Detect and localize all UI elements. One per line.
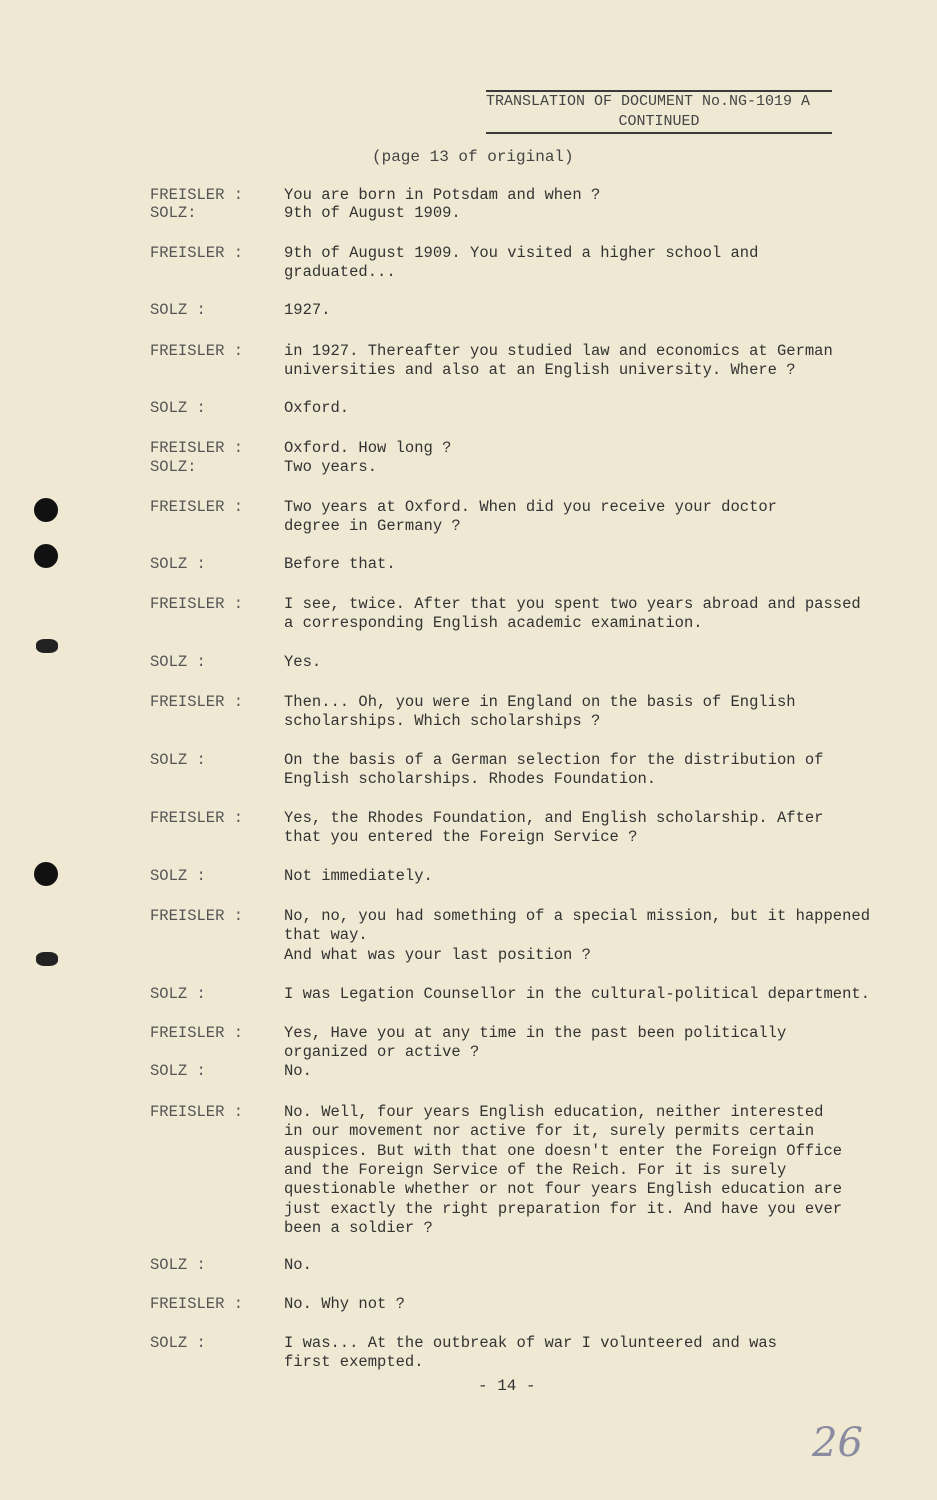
dialogue-line: a corresponding English academic examination. [284, 614, 703, 633]
dialogue-line: and the Foreign Service of the Reich. For it is surely [284, 1160, 787, 1179]
dialogue-line: first exempted. [284, 1353, 424, 1372]
speaker-label: SOLZ : [150, 1334, 206, 1352]
speaker-label: FREISLER : [150, 498, 244, 516]
speaker-label: FREISLER : [150, 244, 244, 262]
dialogue-line: universities and also at an English university. Where ? [284, 361, 796, 380]
speaker-label: SOLZ : [150, 1256, 206, 1274]
dialogue-line: No, no, you had something of a special mission, but it happened [284, 907, 870, 925]
dialogue-line: that way. [284, 926, 368, 945]
speaker-label: SOLZ : [150, 653, 206, 671]
speaker-label: SOLZ: [150, 204, 197, 222]
speaker-label: SOLZ : [150, 985, 206, 1003]
dialogue-line: English scholarships. Rhodes Foundation. [284, 770, 657, 789]
speaker-label: FREISLER : [150, 693, 244, 711]
dialogue-line: Two years at Oxford. When did you receive your doctor [284, 498, 777, 516]
ink-smudge [36, 952, 58, 966]
speaker-label: SOLZ : [150, 399, 206, 417]
dialogue-line: You are born in Potsdam and when ? [284, 186, 601, 204]
speaker-label: FREISLER : [150, 907, 244, 925]
dialogue-line: questionable whether or not four years English education are [284, 1180, 843, 1199]
dialogue-line: 9th of August 1909. You visited a higher school and [284, 244, 759, 262]
dialogue-line: auspices. But with that one doesn't enter the Foreign Office [284, 1141, 843, 1160]
dialogue-line: I see, twice. After that you spent two years abroad and passed [284, 595, 861, 613]
dialogue-line: Oxford. [284, 399, 350, 417]
speaker-label: SOLZ : [150, 751, 206, 769]
handwritten-page-number: 26 [812, 1420, 863, 1466]
dialogue-line: No. [284, 1062, 312, 1080]
dialogue-line: Yes, Have you at any time in the past been politically [284, 1024, 787, 1042]
speaker-label: FREISLER : [150, 595, 244, 613]
speaker-label: SOLZ : [150, 301, 206, 319]
punch-hole [34, 544, 58, 568]
punch-hole [34, 862, 58, 886]
ink-smudge [36, 639, 58, 653]
dialogue-line: Yes, the Rhodes Foundation, and English scholarship. After [284, 809, 824, 827]
speaker-label: SOLZ : [150, 1062, 206, 1080]
dialogue-line: Then... Oh, you were in England on the basis of English [284, 693, 796, 711]
dialogue-line: No. Why not ? [284, 1295, 405, 1313]
dialogue-line: 1927. [284, 301, 331, 319]
dialogue-line: Two years. [284, 458, 378, 476]
dialogue-line: been a soldier ? [284, 1218, 433, 1237]
page-number: - 14 - [478, 1377, 536, 1395]
speaker-label: SOLZ : [150, 867, 206, 885]
dialogue-line: I was Legation Counsellor in the cultural-political department. [284, 985, 870, 1003]
header-bottom-rule [486, 132, 832, 134]
dialogue-line: organized or active ? [284, 1043, 480, 1062]
dialogue-line: No. [284, 1256, 312, 1274]
page-reference: (page 13 of original) [372, 148, 574, 166]
dialogue-line: in our movement nor active for it, surely permits certain [284, 1122, 815, 1141]
dialogue-line: 9th of August 1909. [284, 204, 461, 222]
dialogue-line: No. Well, four years English education, neither interested [284, 1103, 824, 1121]
dialogue-line: Before that. [284, 555, 396, 573]
speaker-label: SOLZ: [150, 458, 197, 476]
document-title: TRANSLATION OF DOCUMENT No.NG-1019 A [486, 93, 811, 110]
speaker-label: FREISLER : [150, 1103, 244, 1121]
speaker-label: FREISLER : [150, 439, 244, 457]
dialogue-line: just exactly the right preparation for it. And have you ever [284, 1199, 843, 1218]
document-header [486, 90, 832, 134]
speaker-label: FREISLER : [150, 186, 244, 204]
punch-hole [34, 498, 58, 522]
dialogue-line: Not immediately. [284, 867, 433, 885]
dialogue-line: And what was your last position ? [284, 945, 591, 964]
speaker-label: FREISLER : [150, 809, 244, 827]
speaker-label: FREISLER : [150, 1024, 244, 1042]
dialogue-line: graduated... [284, 263, 396, 282]
dialogue-line: Oxford. How long ? [284, 439, 452, 457]
speaker-label: FREISLER : [150, 1295, 244, 1313]
document-subtitle: CONTINUED [618, 113, 700, 130]
dialogue-line: scholarships. Which scholarships ? [284, 712, 601, 731]
speaker-label: FREISLER : [150, 342, 244, 360]
dialogue-line: that you entered the Foreign Service ? [284, 828, 638, 847]
speaker-label: SOLZ : [150, 555, 206, 573]
dialogue-line: I was... At the outbreak of war I volunteered and was [284, 1334, 777, 1352]
dialogue-line: degree in Germany ? [284, 517, 461, 536]
dialogue-line: in 1927. Thereafter you studied law and economics at German [284, 342, 833, 360]
dialogue-line: On the basis of a German selection for the distribution of [284, 751, 824, 769]
dialogue-line: Yes. [284, 653, 322, 671]
